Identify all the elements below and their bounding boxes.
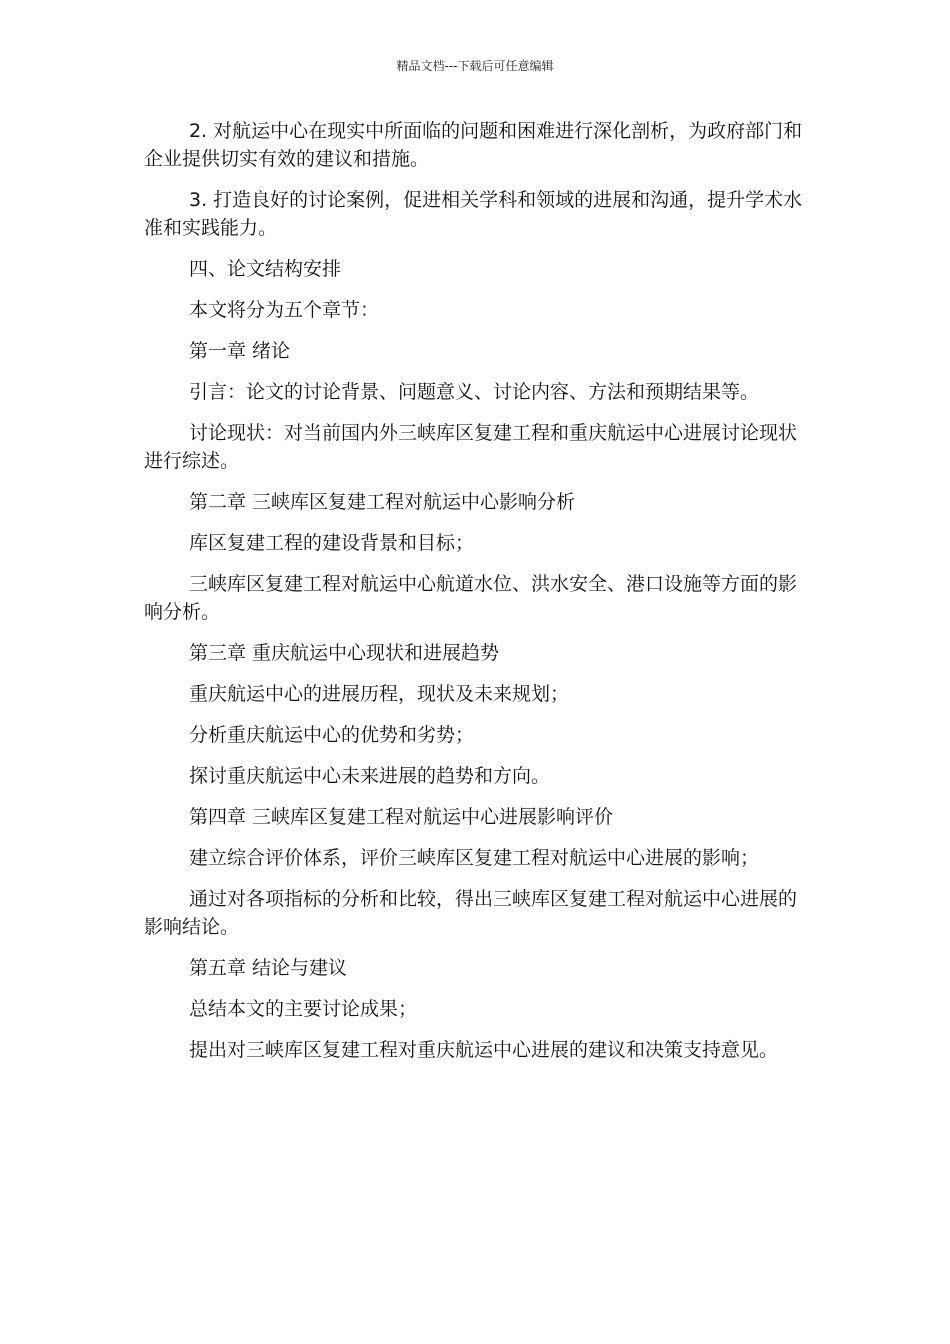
section-heading: 四、论文结构安排 [189, 258, 342, 280]
chapter-heading: 第四章 三峡库区复建工程对航运中心进展影响评价 [189, 806, 614, 828]
paragraph: 讨论现状：对当前国内外三峡库区复建工程和重庆航运中心进展讨论现状进行综述。 [144, 422, 798, 472]
paragraph: 提出对三峡库区复建工程对重庆航运中心进展的建议和决策支持意见。 [189, 1039, 779, 1061]
paragraph: 总结本文的主要讨论成果； [189, 998, 418, 1020]
paragraph: 通过对各项指标的分析和比较，得出三峡库区复建工程对航运中心进展的影响结论。 [144, 888, 798, 938]
paragraph: 重庆航运中心的进展历程，现状及未来规划； [189, 683, 570, 705]
paragraph: 引言：论文的讨论背景、问题意义、讨论内容、方法和预期结果等。 [189, 381, 760, 403]
paragraph: 建立综合评价体系，评价三峡库区复建工程对航运中心进展的影响； [189, 847, 760, 869]
chapter-heading: 第二章 三峡库区复建工程对航运中心影响分析 [189, 491, 576, 513]
page-header: 精品文档---下载后可任意编辑 [396, 59, 554, 73]
paragraph: 探讨重庆航运中心未来进展的趋势和方向。 [189, 765, 551, 787]
paragraph: 三峡库区复建工程对航运中心航道水位、洪水安全、港口设施等方面的影响分析。 [144, 573, 798, 623]
document-body [144, 117, 804, 1077]
chapter-heading: 第五章 结论与建议 [189, 957, 348, 979]
paragraph: 分析重庆航运中心的优势和劣势； [189, 724, 475, 746]
paragraph: 2. 对航运中心在现实中所面临的问题和困难进行深化剖析，为政府部门和企业提供切实有效的建议和措施。 [144, 120, 803, 170]
paragraph: 3. 打造良好的讨论案例，促进相关学科和领域的进展和沟通，提升学术水准和实践能力。 [144, 189, 803, 239]
paragraph: 库区复建工程的建设背景和目标； [189, 532, 475, 554]
chapter-heading: 第一章 绪论 [189, 340, 291, 362]
chapter-heading: 第三章 重庆航运中心现状和进展趋势 [189, 642, 500, 664]
paragraph: 本文将分为五个章节： [189, 299, 380, 321]
